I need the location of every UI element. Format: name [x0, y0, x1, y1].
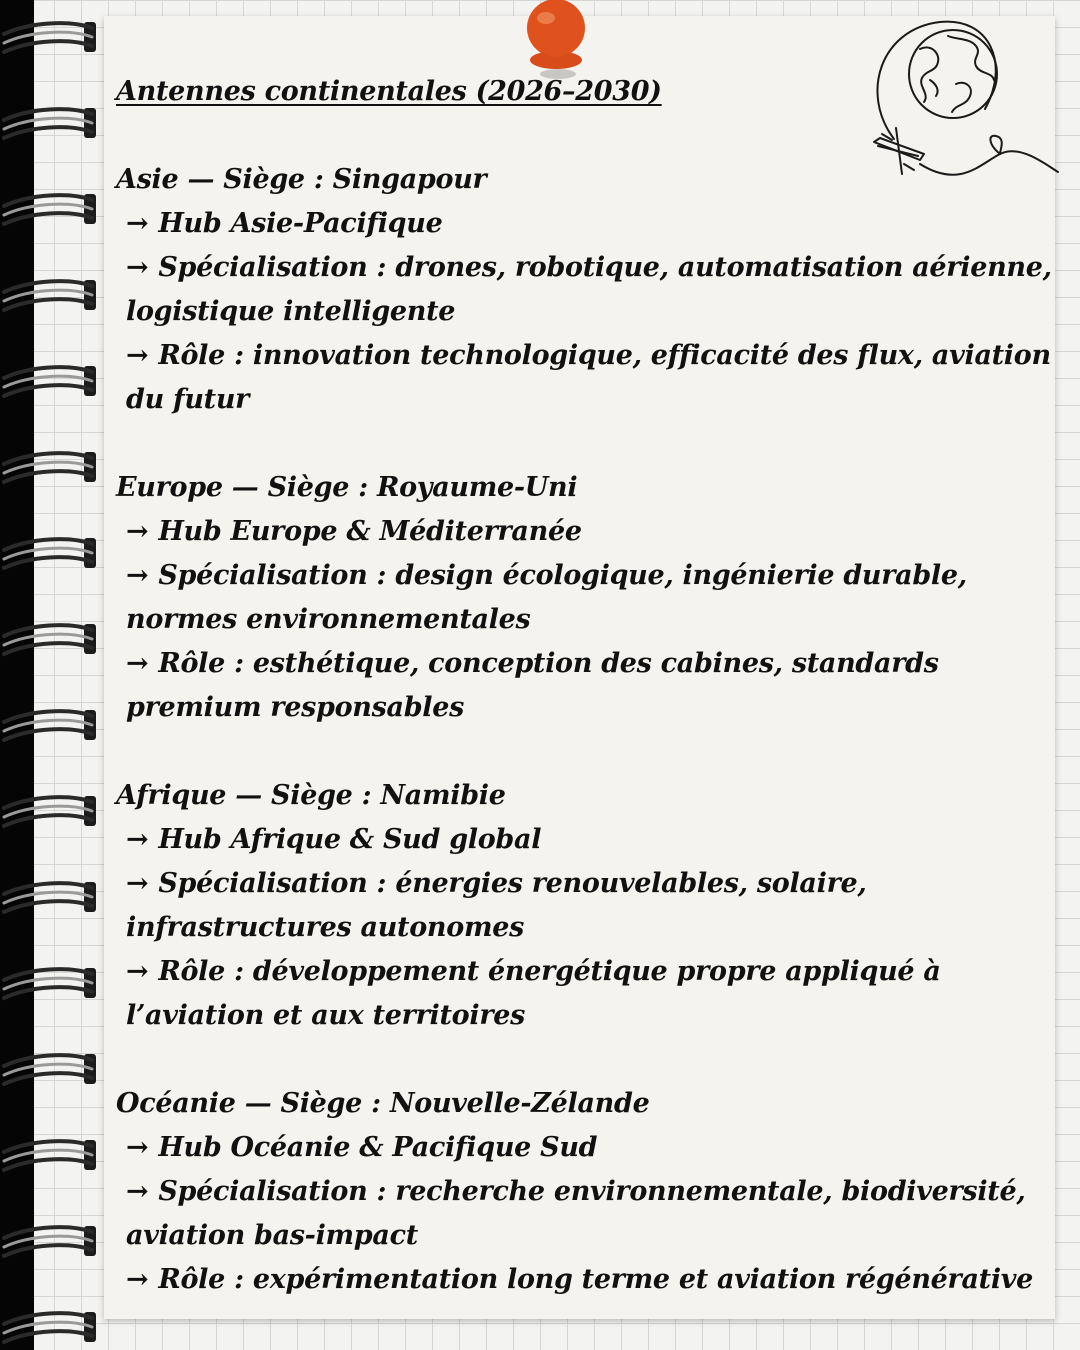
specialisation-line: → Spécialisation : design écologique, ingénierie durable, normes environnementales — [126, 560, 967, 635]
arrow-icon: → — [126, 1264, 149, 1295]
binding-ring — [4, 452, 96, 482]
arrow-icon: → — [126, 516, 149, 547]
binding-ring — [4, 108, 96, 138]
section-oceanie — [116, 1082, 1056, 1302]
section-heading: Océanie — Siège : Nouvelle-Zélande — [116, 1088, 650, 1119]
section-heading: Europe — Siège : Royaume-Uni — [116, 472, 578, 503]
section-heading: Asie — Siège : Singapour — [116, 164, 487, 195]
section-afrique — [116, 774, 1056, 1038]
arrow-icon: → — [126, 1176, 149, 1207]
binding-ring — [4, 882, 96, 912]
specialisation-line: → Spécialisation : drones, robotique, automatisation aérienne, logistique intelligente — [126, 252, 1052, 327]
binding-ring — [4, 538, 96, 568]
page-title: Antennes continentales (2026–2030) — [116, 76, 662, 107]
section-heading: Afrique — Siège : Namibie — [116, 780, 506, 811]
role-line: → Rôle : esthétique, conception des cabines, standards premium responsables — [126, 648, 939, 723]
specialisation-line: → Spécialisation : recherche environnementale, biodiversité, aviation bas-impact — [126, 1176, 1026, 1251]
hub-line: → Hub Afrique & Sud global — [126, 824, 542, 855]
arrow-icon: → — [126, 560, 149, 591]
role-line: → Rôle : innovation technologique, efficacité des flux, aviation du futur — [126, 340, 1051, 415]
role-line: → Rôle : expérimentation long terme et aviation régénérative — [126, 1264, 1034, 1295]
arrow-icon: → — [126, 824, 149, 855]
binding-ring — [4, 194, 96, 224]
arrow-icon: → — [126, 252, 149, 283]
arrow-icon: → — [126, 648, 149, 679]
binding-ring — [4, 968, 96, 998]
arrow-icon: → — [126, 868, 149, 899]
hub-line: → Hub Océanie & Pacifique Sud — [126, 1132, 598, 1163]
hub-line: → Hub Europe & Méditerranée — [126, 516, 582, 547]
notebook-text — [116, 70, 1056, 1302]
binding-ring — [4, 710, 96, 740]
spiral-binding-rings — [0, 0, 110, 1350]
binding-ring — [4, 1312, 96, 1342]
binding-ring — [4, 1140, 96, 1170]
binding-ring — [4, 1054, 96, 1084]
arrow-icon: → — [126, 1132, 149, 1163]
binding-ring — [4, 280, 96, 310]
binding-ring — [4, 1226, 96, 1256]
arrow-icon: → — [126, 956, 149, 987]
binding-ring — [4, 624, 96, 654]
specialisation-line: → Spécialisation : énergies renouvelables, solaire, infrastructures autonomes — [126, 868, 867, 943]
binding-ring — [4, 22, 96, 52]
arrow-icon: → — [126, 340, 149, 371]
binding-ring — [4, 366, 96, 396]
arrow-icon: → — [126, 208, 149, 239]
section-europe — [116, 466, 1056, 730]
binding-ring — [4, 796, 96, 826]
section-asie — [116, 158, 1056, 422]
role-line: → Rôle : développement énergétique propre appliqué à l’aviation et aux territoires — [126, 956, 941, 1031]
hub-line: → Hub Asie-Pacifique — [126, 208, 443, 239]
